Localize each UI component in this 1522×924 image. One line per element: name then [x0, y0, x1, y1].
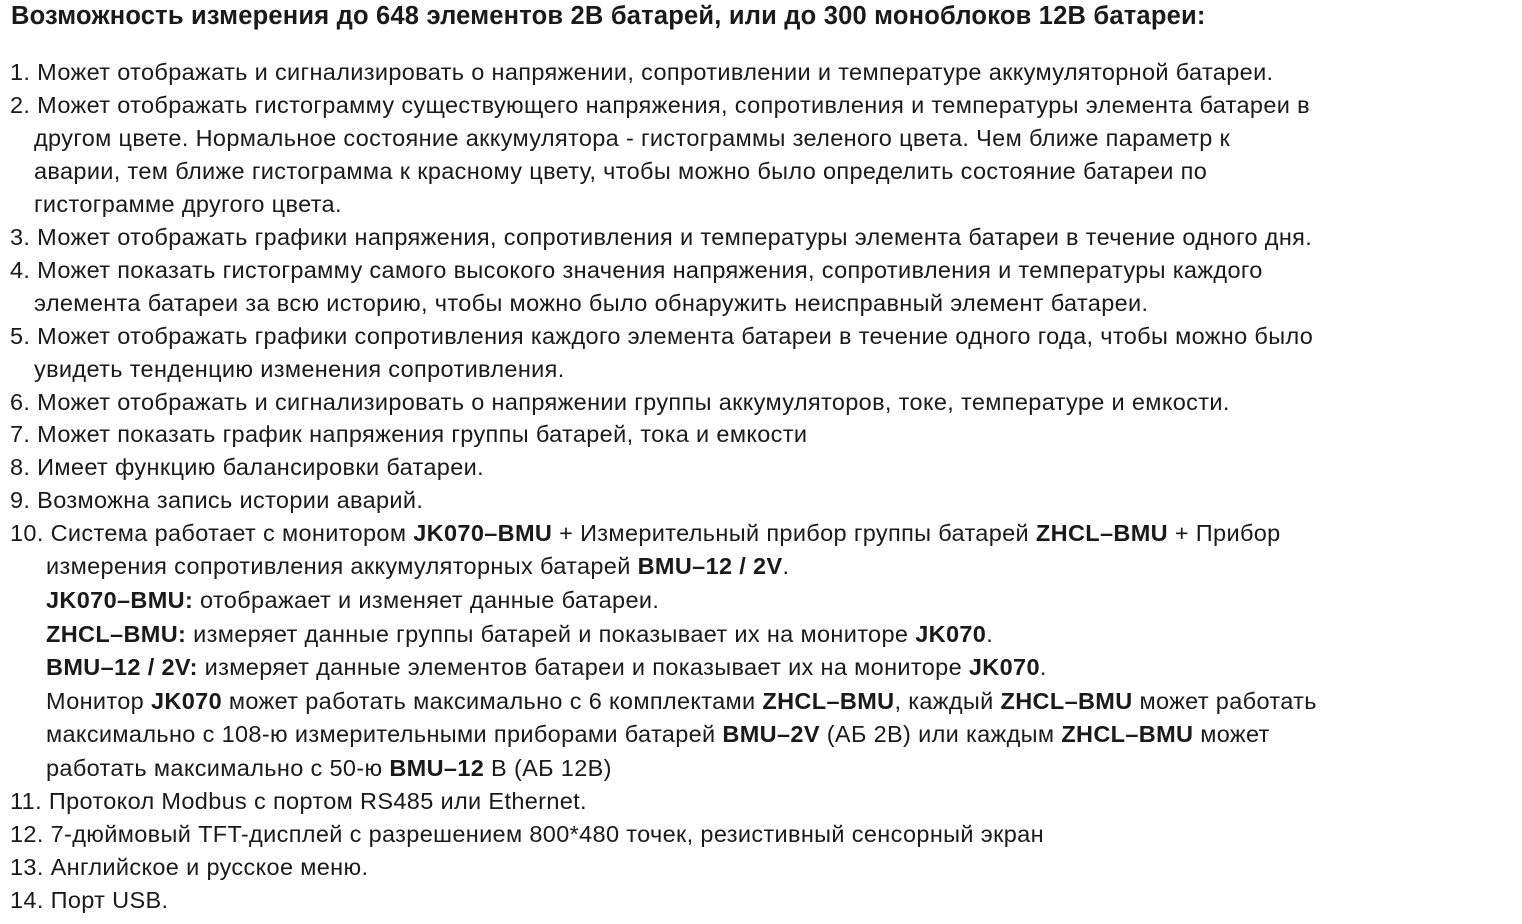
list-item-14: 14. Порт USB. — [10, 887, 169, 913]
list-item-7: 7. Может показать график напряжения группы батарей, тока и емкости — [10, 421, 808, 447]
text: . — [782, 553, 790, 579]
list-item-1: 1. Может отображать и сигнализировать о напряжении, сопротивлении и температуре аккумуляторной батареи. — [10, 59, 1274, 85]
text: (АБ 2В) или каждым — [819, 721, 1062, 747]
text: отображает и изменяет данные батареи. — [193, 587, 660, 613]
model-name: ZHCL–BMU — [1000, 688, 1133, 714]
model-name: JK070 — [915, 621, 987, 647]
document-title: Возможность измерения до 648 элементов 2В батарей, или до 300 моноблоков 12В батареи: — [11, 2, 1206, 30]
list-item-2-cont-2: аварии, тем ближе гистограмма к красному цвету, чтобы можно было определить состояние батареи по — [34, 158, 1208, 184]
list-item-10 — [10, 520, 1281, 547]
text: измеряет данные группы батарей и показывает их на мониторе — [186, 621, 916, 647]
text: максимально с 108-ю измерительными приборами батарей — [46, 721, 723, 747]
text: . — [1039, 654, 1047, 680]
list-item-10-cont-1 — [46, 553, 789, 580]
list-item-10-zhcl — [46, 621, 993, 648]
list-item-8: 8. Имеет функцию балансировки батареи. — [10, 454, 484, 480]
text: может — [1193, 721, 1270, 747]
model-name: ZHCL–BMU — [762, 688, 895, 714]
model-name: BMU–2V — [722, 721, 820, 747]
text: измеряет данные элементов батареи и показывает их на мониторе — [197, 654, 969, 680]
list-item-10-monitor-cont-1 — [46, 721, 1270, 748]
model-name: ZHCL–BMU — [1061, 721, 1194, 747]
model-name: BMU–12 / 2V — [637, 553, 783, 579]
list-item-10-monitor-cont-2 — [46, 755, 612, 782]
list-item-2-cont-1: другом цвете. Нормальное состояние аккумулятора - гистограммы зеленого цвета. Чем ближе параметр к — [34, 125, 1231, 151]
model-name: BMU–12 / 2V: — [46, 654, 198, 680]
model-name: JK070 — [968, 654, 1040, 680]
text: работать максимально с 50-ю — [46, 755, 390, 781]
list-item-10-bmu — [46, 654, 1047, 681]
list-item-2-cont-3: гистограмме другого цвета. — [34, 191, 342, 217]
list-item-6: 6. Может отображать и сигнализировать о напряжении группы аккумуляторов, токе, температуре и емкости. — [10, 389, 1230, 415]
list-item-13: 13. Английское и русское меню. — [10, 854, 369, 880]
model-name: ZHCL–BMU: — [46, 621, 187, 647]
text: Монитор — [46, 688, 151, 714]
list-item-4-cont-1: элемента батареи за всю историю, чтобы можно было обнаружить неисправный элемент батареи. — [34, 290, 1149, 316]
list-item-3: 3. Может отображать графики напряжения, сопротивления и температуры элемента батареи в течение одного дня. — [10, 224, 1313, 250]
text: + Прибор — [1167, 520, 1281, 546]
model-name: JK070–BMU: — [46, 587, 194, 613]
list-item-5-cont-1: увидеть тенденцию изменения сопротивления. — [34, 356, 565, 382]
text: измерения сопротивления аккумуляторных батарей — [46, 553, 638, 579]
list-item-10-monitor — [46, 688, 1317, 715]
list-item-10-jk070 — [46, 587, 659, 614]
list-item-5: 5. Может отображать графики сопротивления каждого элемента батареи в течение одного года, чтобы можно было — [10, 323, 1314, 349]
model-name: JK070–BMU — [413, 520, 553, 546]
text: . — [986, 621, 994, 647]
text: + Измерительный прибор группы батарей — [552, 520, 1036, 546]
model-name: JK070 — [150, 688, 222, 714]
list-item-11: 11. Протокол Modbus с портом RS485 или Ethernet. — [10, 788, 587, 814]
list-item-4: 4. Может показать гистограмму самого высокого значения напряжения, сопротивления и температуры каждого — [10, 257, 1263, 283]
text: В (АБ 12В) — [484, 755, 612, 781]
model-name: ZHCL–BMU — [1035, 520, 1168, 546]
list-item-12: 12. 7-дюймовый TFT-дисплей с разрешением 800*480 точек, резистивный сенсорный экран — [10, 821, 1044, 847]
text: 10. Система работает с монитором — [10, 520, 414, 546]
text: может работать максимально с 6 комплектами — [221, 688, 763, 714]
text: , каждый — [894, 688, 1001, 714]
model-name: BMU–12 — [389, 755, 485, 781]
list-item-9: 9. Возможна запись истории аварий. — [10, 487, 424, 513]
text: может работать — [1132, 688, 1317, 714]
list-item-2: 2. Может отображать гистограмму существующего напряжения, сопротивления и температуры элемента батареи в — [10, 92, 1310, 118]
